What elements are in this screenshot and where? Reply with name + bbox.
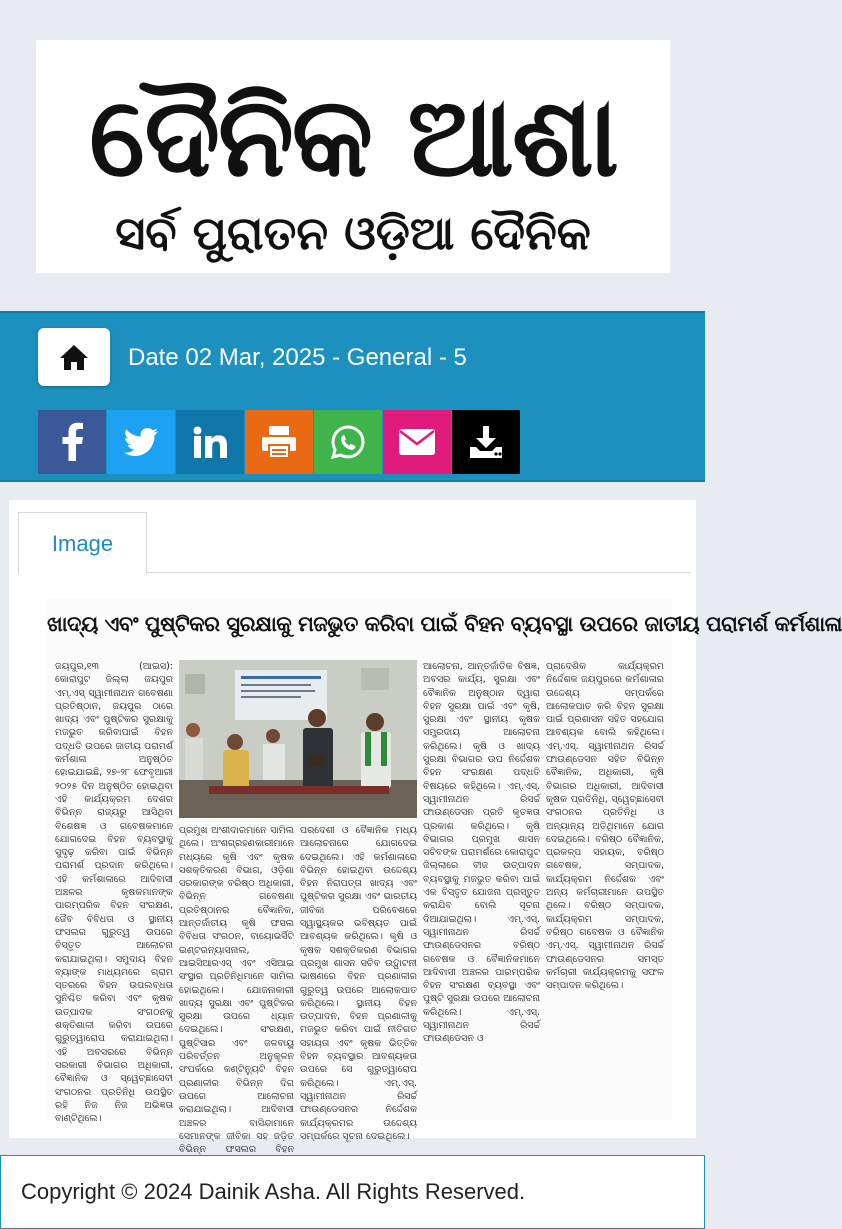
article-column-4: ଆଲୋଚନା, ଆନ୍ତର୍ଜାତିକ ବିଷଜ୍ଞ, ଅବସର କାର୍ଯ୍ୟ, ସୁରକ୍ଷା ଏବଂ ବୈଜ୍ଞାନିକ ଅନୁଷ୍ଠାନ ଦ୍ୱାରା ବିହନ ସୁରକ୍ଷା ପାଇଁ ଏବଂ କୃଷି, ସୁରକ୍ଷା ଏବଂ ସ୍ଥାନୀୟ କୃଷକ ସମ୍ପ୍ରଦାୟ ଆଲୋଚନା କରିଥିଲେ। କୃଷି ଓ ଖାଦ୍ୟ ସୁରକ୍ଷା ବିଭାଗର ଉପ ନିର୍ଦ୍ଦେଶକ ବିହନ ସଂରକ୍ଷଣ ପଦ୍ଧତି ବିଷୟରେ କହିଥିଲେ। ଏମ୍.ଏସ୍. ସ୍ୱାମୀନାଥନ ରିସର୍ଚ୍ଚ ଫାଉଣ୍ଡେସନ ପ୍ରତି କୃତଜ୍ଞତା ପ୍ରକାଶ କରିଥିଲେ। କୃଷି ବିଭାଗର ପ୍ରମୁଖ ଶାସନ ସଚିବଙ୍କ ପରାମର୍ଶରେ କୋରାପୁଟ ଜିଲ୍ଲାରେ ବୀଜ ଉତ୍ପାଦନ ବ୍ୟବସ୍ଥାକୁ ମଜଭୁତ କରିବା ପାଇଁ ଏକ ବିସ୍ତୃତ ଯୋଜନା ପ୍ରସ୍ତୁତ କରାଯିବ ବୋଲି ସୂଚନା ଦିଆଯାଇଥିଲା। ଏମ୍.ଏସ୍. ସ୍ୱାମୀନାଥନ ରିସର୍ଚ୍ଚ ଫାଉଣ୍ଡେସନର ବରିଷ୍ଠ ଗବେଷକ ଓ ବୈଜ୍ଞାନିକମାନେ ଆଦିବାସୀ ଅଞ୍ଚଳର ପାରମ୍ପରିକ ବିହନ ସଂରକ୍ଷଣ ବ୍ୟବସ୍ଥା ଏବଂ ପୁଷ୍ଟି ସୁରକ୍ଷା ଉପରେ ଆଲୋଚନା କରିଥିଲେ। ଏମ୍.ଏସ୍. ସ୍ୱାମୀନାଥନ ରିସର୍ଚ୍ଚ ଫାଉଣ୍ଡେସନ ଓ	[423, 661, 540, 1045]
whatsapp-icon	[331, 425, 365, 459]
download-icon	[469, 425, 503, 459]
masthead-tagline: ସର୍ବ ପୁରାତନ ଓଡ଼ିଆ ଦୈନିକ	[115, 206, 591, 260]
copyright-text: Copyright © 2024 Dainik Asha. All Rights Reserved.	[21, 1179, 526, 1204]
edition-date: Date 02 Mar, 2025 - General - 5	[128, 344, 467, 371]
masthead	[36, 40, 670, 273]
twitter-icon	[124, 428, 158, 456]
content-card	[9, 500, 842, 1156]
download-button[interactable]	[452, 410, 520, 474]
whatsapp-share-button[interactable]	[314, 410, 382, 474]
article-headline: ଖାଦ୍ୟ ଏବଂ ପୁଷ୍ଟିକର ସୁରକ୍ଷାକୁ ମଜଭୁତ କରିବା ପାଇଁ ବିହନ ବ୍ୟବସ୍ଥା ଉପରେ ଜାତୀୟ ପରାମର୍ଶ କର୍ମଶାଳା	[47, 612, 842, 636]
article-column-5: ପ୍ରାଦେଶିକ କାର୍ଯ୍ୟକ୍ରମ ନିର୍ଦ୍ଦେଶକ ଜୟପୁରରେ କର୍ମଶାଳାର ଉଦ୍ଦେଶ୍ୟ ସମ୍ପର୍କରେ ଆଲୋକପାତ କରି ବିହନ ସୁରକ୍ଷା ପାଇଁ ପ୍ରଶାସନ ସହିତ ସହଯୋଗ ଆବଶ୍ୟକ ବୋଲି କହିଥିଲେ। ଏମ୍.ଏସ୍. ସ୍ୱାମୀନାଥନ ରିସର୍ଚ୍ଚ ଫାଉଣ୍ଡେସନ ସହିତ ବିଭିନ୍ନ ବୈଜ୍ଞାନିକ, ଅଧିକାରୀ, କୃଷି ବିଭାଗର ଅଧିକାରୀ, ଆଦିବାସୀ କୃଷକ ପ୍ରତିନିଧି, ସ୍ୱେଚ୍ଛାସେବୀ ସଂଗଠନର ପ୍ରତିନିଧି ଓ ଅନ୍ୟାନ୍ୟ ଅତିଥିମାନେ ଯୋଗ ଦେଇଥିଲେ। ବରିଷ୍ଠ ବୈଜ୍ଞାନିକ, ପ୍ରକଳ୍ପ ସହାୟକ, ବରିଷ୍ଠ ଗବେଷକ, ସମ୍ପାଦକ, କାର୍ଯ୍ୟକ୍ରମ ନିର୍ଦ୍ଦେଶକ ଏବଂ ଅନ୍ୟ କର୍ମଚାରୀମାନେ ଉପସ୍ଥିତ ଥିଲେ। ବରିଷ୍ଠ ସମ୍ପାଦକ, କାର୍ଯ୍ୟକ୍ରମ ସମ୍ପାଦକ, ବରିଷ୍ଠ ଗବେଷକ ଓ ବୈଜ୍ଞାନିକ ଏମ୍.ଏସ୍. ସ୍ୱାମୀନାଥନ ରିସର୍ଚ୍ଚ ଫାଉଣ୍ଡେସନର ସମସ୍ତ କର୍ମଚାରୀ କାର୍ଯ୍ୟକ୍ରମକୁ ସଫଳ ସମ୍ପାଦନ କରିଥିଲେ।	[546, 661, 664, 992]
tab-image-label: Image	[51, 530, 114, 556]
site-footer	[0, 1155, 705, 1229]
home-button[interactable]	[38, 328, 110, 386]
home-icon	[59, 343, 89, 371]
article-photo	[179, 660, 417, 818]
newspaper-clipping[interactable]	[47, 598, 842, 1156]
twitter-share-button[interactable]	[107, 410, 175, 474]
article-column-2: ପ୍ରମୁଖ ଅଂଶୀଦାରମାନେ ସାମିଲ ଥିଲେ। ଅଂଶଗ୍ରହଣକାରୀମାନେ ମଧ୍ୟରେ କୃଷି ଏବଂ କୃଷକ ସଶକ୍ତିକରଣ ବିଭାଗ, ଓଡ଼ିଶା ସରକାରଙ୍କ ବରିଷ୍ଠ ଅଧିକାରୀ, ବିଭିନ୍ନ ଗବେଷଣା ପ୍ରତିଷ୍ଠାନର ବୈଜ୍ଞାନିକ, ଆନ୍ତର୍ଜାତୀୟ କୃଷି ଫସଲ ବିବିଧତା ସଂଗଠନ, ବାୟୋଭର୍ସିଟି ଇଣ୍ଟରନ୍ୟାସନାଲ, ଆଇସିଆରଏସ୍ ଏବଂ ଏସିଆଇ ସଂସ୍ଥାର ପ୍ରତିନିଧିମାନେ ସାମିଲ ହୋଇଥିଲେ। ଯୋଜନାକାରୀ ଖାଦ୍ୟ ସୁରକ୍ଷା ଏବଂ ପୁଷ୍ଟିକର ସୁରକ୍ଷା ଉପରେ ଧ୍ୟାନ ଦେଇଥିଲେ। ସଂରକ୍ଷଣ, ପୁଷ୍ଟିସାର ଏବଂ ଜଳବାୟୁ ପରିବର୍ତ୍ତନ ଅନୁକୂଳନ ସଂପର୍କରେ କଣ୍ଟିନ୍ୟୁଟି ବିହନ ପ୍ରଣାଳୀର ବିଭିନ୍ନ ଦିଗ ଉପରେ ଆଲୋଚନା କରାଯାଇଥିଲା। ଆଦିବାସୀ ଅଞ୍ଚଳର ବାସିନ୍ଦାମାନେ ସେମାନଙ୍କ ଜୀବିକା ସହ ଜଡ଼ିତ ବିଭିନ୍ନ ଫସଲର ବିହନ	[179, 825, 294, 1156]
print-button[interactable]	[245, 410, 313, 474]
printer-icon	[261, 425, 297, 459]
tab-image[interactable]	[18, 512, 147, 574]
linkedin-share-button[interactable]	[176, 410, 244, 474]
page-toolbar	[0, 311, 705, 482]
share-bar	[38, 410, 521, 474]
article-column-3: ପରଦେଶୀ ଓ ବୈଜ୍ଞାନିକ ମଧ୍ୟ ଆଲୋଚନାରେ ଯୋଗଦେଇ ଦେଇଥିଲେ। ଏହି କର୍ମଶାଳାରେ ବିଭିନ୍ନ ହୋଇଥିବା ଉଦ୍ଦେଶ୍ୟ ବିହନ ନିରାପତ୍ତା ଖାଦ୍ୟ ଏବଂ ପୁଷ୍ଟିକର ସୁରକ୍ଷା ଏବଂ ଭାରତୀୟ ଜୀବିକା ପରିବେଶରେ ସ୍ୱାସ୍ଥ୍ୟକର ଭବିଷ୍ୟତ ପାଇଁ ଆବଶ୍ୟକ କରିଥିଲେ। କୃଷି ଓ କୃଷକ ସଶକ୍ତିକରଣ ବିଭାଗର ପ୍ରମୁଖ ଶାସନ ସଚିବ ଉଦ୍ଘାଟନୀ ଭାଷଣରେ ବିହନ ପ୍ରଣାଳୀର ଗୁରୁତ୍ୱ ଉପରେ ଆଲୋକପାତ କରିଥିଲେ। ସ୍ଥାନୀୟ ବିହନ ଉତ୍ପାଦନ, ବିହନ ପ୍ରଣାଳୀକୁ ମଜଭୁତ କରିବା ପାଇଁ ନୀତିଗତ ସହାୟତା ଏବଂ କୃଷକ ଭିତ୍ତିକ ବିହନ ବ୍ୟବସ୍ଥାର ଆବଶ୍ୟକତା ଉପରେ ସେ ଗୁରୁତ୍ୱାରୋପ କରିଥିଲେ। ଏମ୍.ଏସ୍. ସ୍ୱାମୀନାଥନ ରିସର୍ଚ୍ଚ ଫାଉଣ୍ଡେସନର ନିର୍ଦ୍ଦେଶକ କାର୍ଯ୍ୟକ୍ରମର ଉଦ୍ଦେଶ୍ୟ ସମ୍ପର୍କରେ ସୂଚନା ଦେଇଥିଲେ।	[300, 825, 417, 1142]
facebook-share-button[interactable]	[38, 410, 106, 474]
article-column-1: ଜୟପୁର,୧୩ (ଆଇସ): କୋରାପୁଟ ଜିଲ୍ଲା ଜୟପୁର ଏମ୍.ଏସ୍ ସ୍ୱାମୀନାଥନ ଗବେଷଣା ପ୍ରତିଷ୍ଠାନ, ଜୟପୁର ଠାରେ ଖାଦ୍ୟ ଏବଂ ପୁଷ୍ଟିକର ସୁରକ୍ଷାକୁ ମଜଭୁତ କରିବାପାଇଁ ବିହନ ପଦ୍ଧତି ଉପରେ ଜାତୀୟ ପରାମର୍ଶ କର୍ମଶାଳା ଅନୁଷ୍ଠିତ ହୋଇଯାଇଛି, ୨୭-୨୮ ଫେବୃଆରୀ ୨୦୨୫ ଦିନ ଅନୁଷ୍ଠିତ ହୋଇଥିବା ଏହି କାର୍ଯ୍ୟକ୍ରମ ଦେଶର ବିଭିନ୍ନ ରାଜ୍ୟରୁ ଆସିଥିବା ବିଶେଷଜ୍ଞ ଓ ଗବେଷକମାନେ ଯୋଗଦେଇ ବିହନ ବ୍ୟବସ୍ଥାକୁ ସୁଦୃଢ଼ କରିବା ପାଇଁ ବିଭିନ୍ନ ପରାମର୍ଶ ପ୍ରଦାନ କରିଥିଲେ। ଏହି କର୍ମଶାଳାରେ ଆଦିବାସୀ ଅଞ୍ଚଳର କୃଷକମାନଙ୍କ ପାରମ୍ପରିକ ବିହନ ସଂରକ୍ଷଣ, ଜୈବ ବିବିଧତା ଓ ସ୍ଥାନୀୟ ଫସଲର ଗୁରୁତ୍ୱ ଉପରେ ବିସ୍ତୃତ ଆଲୋଚନା କରାଯାଇଥିଲା। ସମୁଦାୟ ବିହନ ବ୍ୟାଙ୍କ ମାଧ୍ୟମରେ ଗ୍ରାମ ସ୍ତରରେ ବିହନ ଉପଲବ୍ଧତା ସୁନିଶ୍ଚିତ କରିବା ଏବଂ କୃଷକ ଉତ୍ପାଦକ ସଂଗଠନକୁ ଶକ୍ତିଶାଳୀ କରିବା ଉପରେ ଗୁରୁତ୍ୱାରୋପ କରାଯାଇଥିଲା। ଏହି ଅବସରରେ ବିଭିନ୍ନ ସରକାରୀ ବିଭାଗର ଅଧିକାରୀ, ବୈଜ୍ଞାନିକ ଓ ସ୍ୱେଚ୍ଛାସେବୀ ସଂଗଠନର ପ୍ରତିନିଧି ଉପସ୍ଥିତ ରହି ନିଜ ନିଜ ଅଭିଜ୍ଞତା ବାଣ୍ଟିଥିଲେ।	[55, 661, 173, 1125]
facebook-icon	[60, 423, 84, 461]
masthead-logo: ଦୈନିକ ଆଶା	[89, 73, 617, 201]
envelope-icon	[398, 428, 436, 456]
email-share-button[interactable]	[383, 410, 451, 474]
linkedin-icon	[193, 426, 227, 458]
